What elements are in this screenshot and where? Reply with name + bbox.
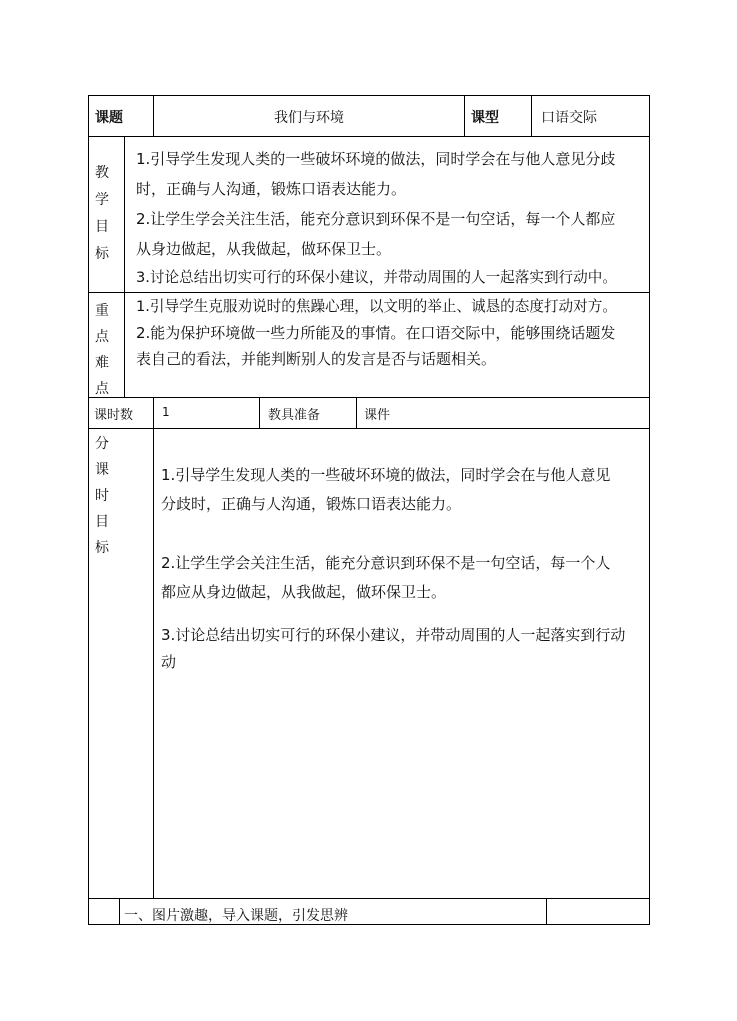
objective-line: 3.讨论总结出切实可行的环保小建议，并带动周围的人一起落实到行动中。 xyxy=(136,269,617,286)
period-objectives-label: 分 课 时 目 标 xyxy=(95,436,109,556)
grid-line xyxy=(88,898,650,899)
type-value: 口语交际 xyxy=(541,110,597,126)
grid-line xyxy=(464,95,465,137)
grid-line xyxy=(153,397,154,899)
grid-line xyxy=(124,136,125,398)
hours-value: 1 xyxy=(162,405,170,419)
grid-line xyxy=(546,898,547,925)
key-points-label: 重 点 难 点 xyxy=(95,303,109,397)
grid-line xyxy=(88,136,650,137)
key-point-line: 1.引导学生克服劝说时的焦躁心理，以文明的举止、诚恳的态度打动对方。 xyxy=(136,298,617,315)
topic-value: 我们与环境 xyxy=(274,110,344,126)
grid-line xyxy=(88,397,650,398)
grid-line xyxy=(356,397,357,429)
grid-line xyxy=(259,397,260,429)
period-objective-line: 1.引导学生发现人类的一些破坏环境的做法，同时学会在与他人意见 xyxy=(161,466,611,484)
tools-label: 教具准备 xyxy=(268,408,321,423)
section-title: 一、图片激趣，导入课题，引发思辨 xyxy=(124,908,348,924)
grid-line xyxy=(88,428,650,429)
key-point-line: 2.能为保护环境做一些力所能及的事情。在口语交际中，能够围绕话题发 xyxy=(136,324,616,342)
grid-line xyxy=(88,95,650,96)
objectives-label: 教 学 目 标 xyxy=(95,165,109,262)
grid-line xyxy=(153,95,154,137)
objective-line: 时，正确与人沟通，锻炼口语表达能力。 xyxy=(136,180,407,198)
objective-line: 2.让学生学会关注生活，能充分意识到环保不是一句空话，每一个人都应 xyxy=(136,210,616,228)
period-objective-line: 3.讨论总结出切实可行的环保小建议，并带动周围的人一起落实到行动 xyxy=(161,626,626,644)
grid-line xyxy=(88,95,89,925)
key-point-line: 表自己的看法，并能判断别人的发言是否与话题相关。 xyxy=(136,350,497,368)
period-objective-line: 分歧时，正确与人沟通，锻炼口语表达能力。 xyxy=(161,495,462,513)
tools-value: 课件 xyxy=(364,408,391,423)
grid-line xyxy=(531,95,532,137)
period-objective-line: 2.让学生学会关注生活，能充分意识到环保不是一句空话，每一个人 xyxy=(161,554,611,572)
period-objective-line: 都应从身边做起，从我做起，做环保卫士。 xyxy=(161,583,447,601)
period-objective-line: 动 xyxy=(161,653,177,671)
hours-label: 课时数 xyxy=(94,408,134,423)
grid-line xyxy=(649,95,650,925)
type-label: 课型 xyxy=(471,110,499,126)
grid-line xyxy=(119,898,120,925)
objective-line: 从身边做起，从我做起，做环保卫士。 xyxy=(136,240,392,258)
topic-label: 课题 xyxy=(95,110,123,126)
objective-line: 1.引导学生发现人类的一些破坏环境的做法，同时学会在与他人意见分歧 xyxy=(136,150,616,168)
